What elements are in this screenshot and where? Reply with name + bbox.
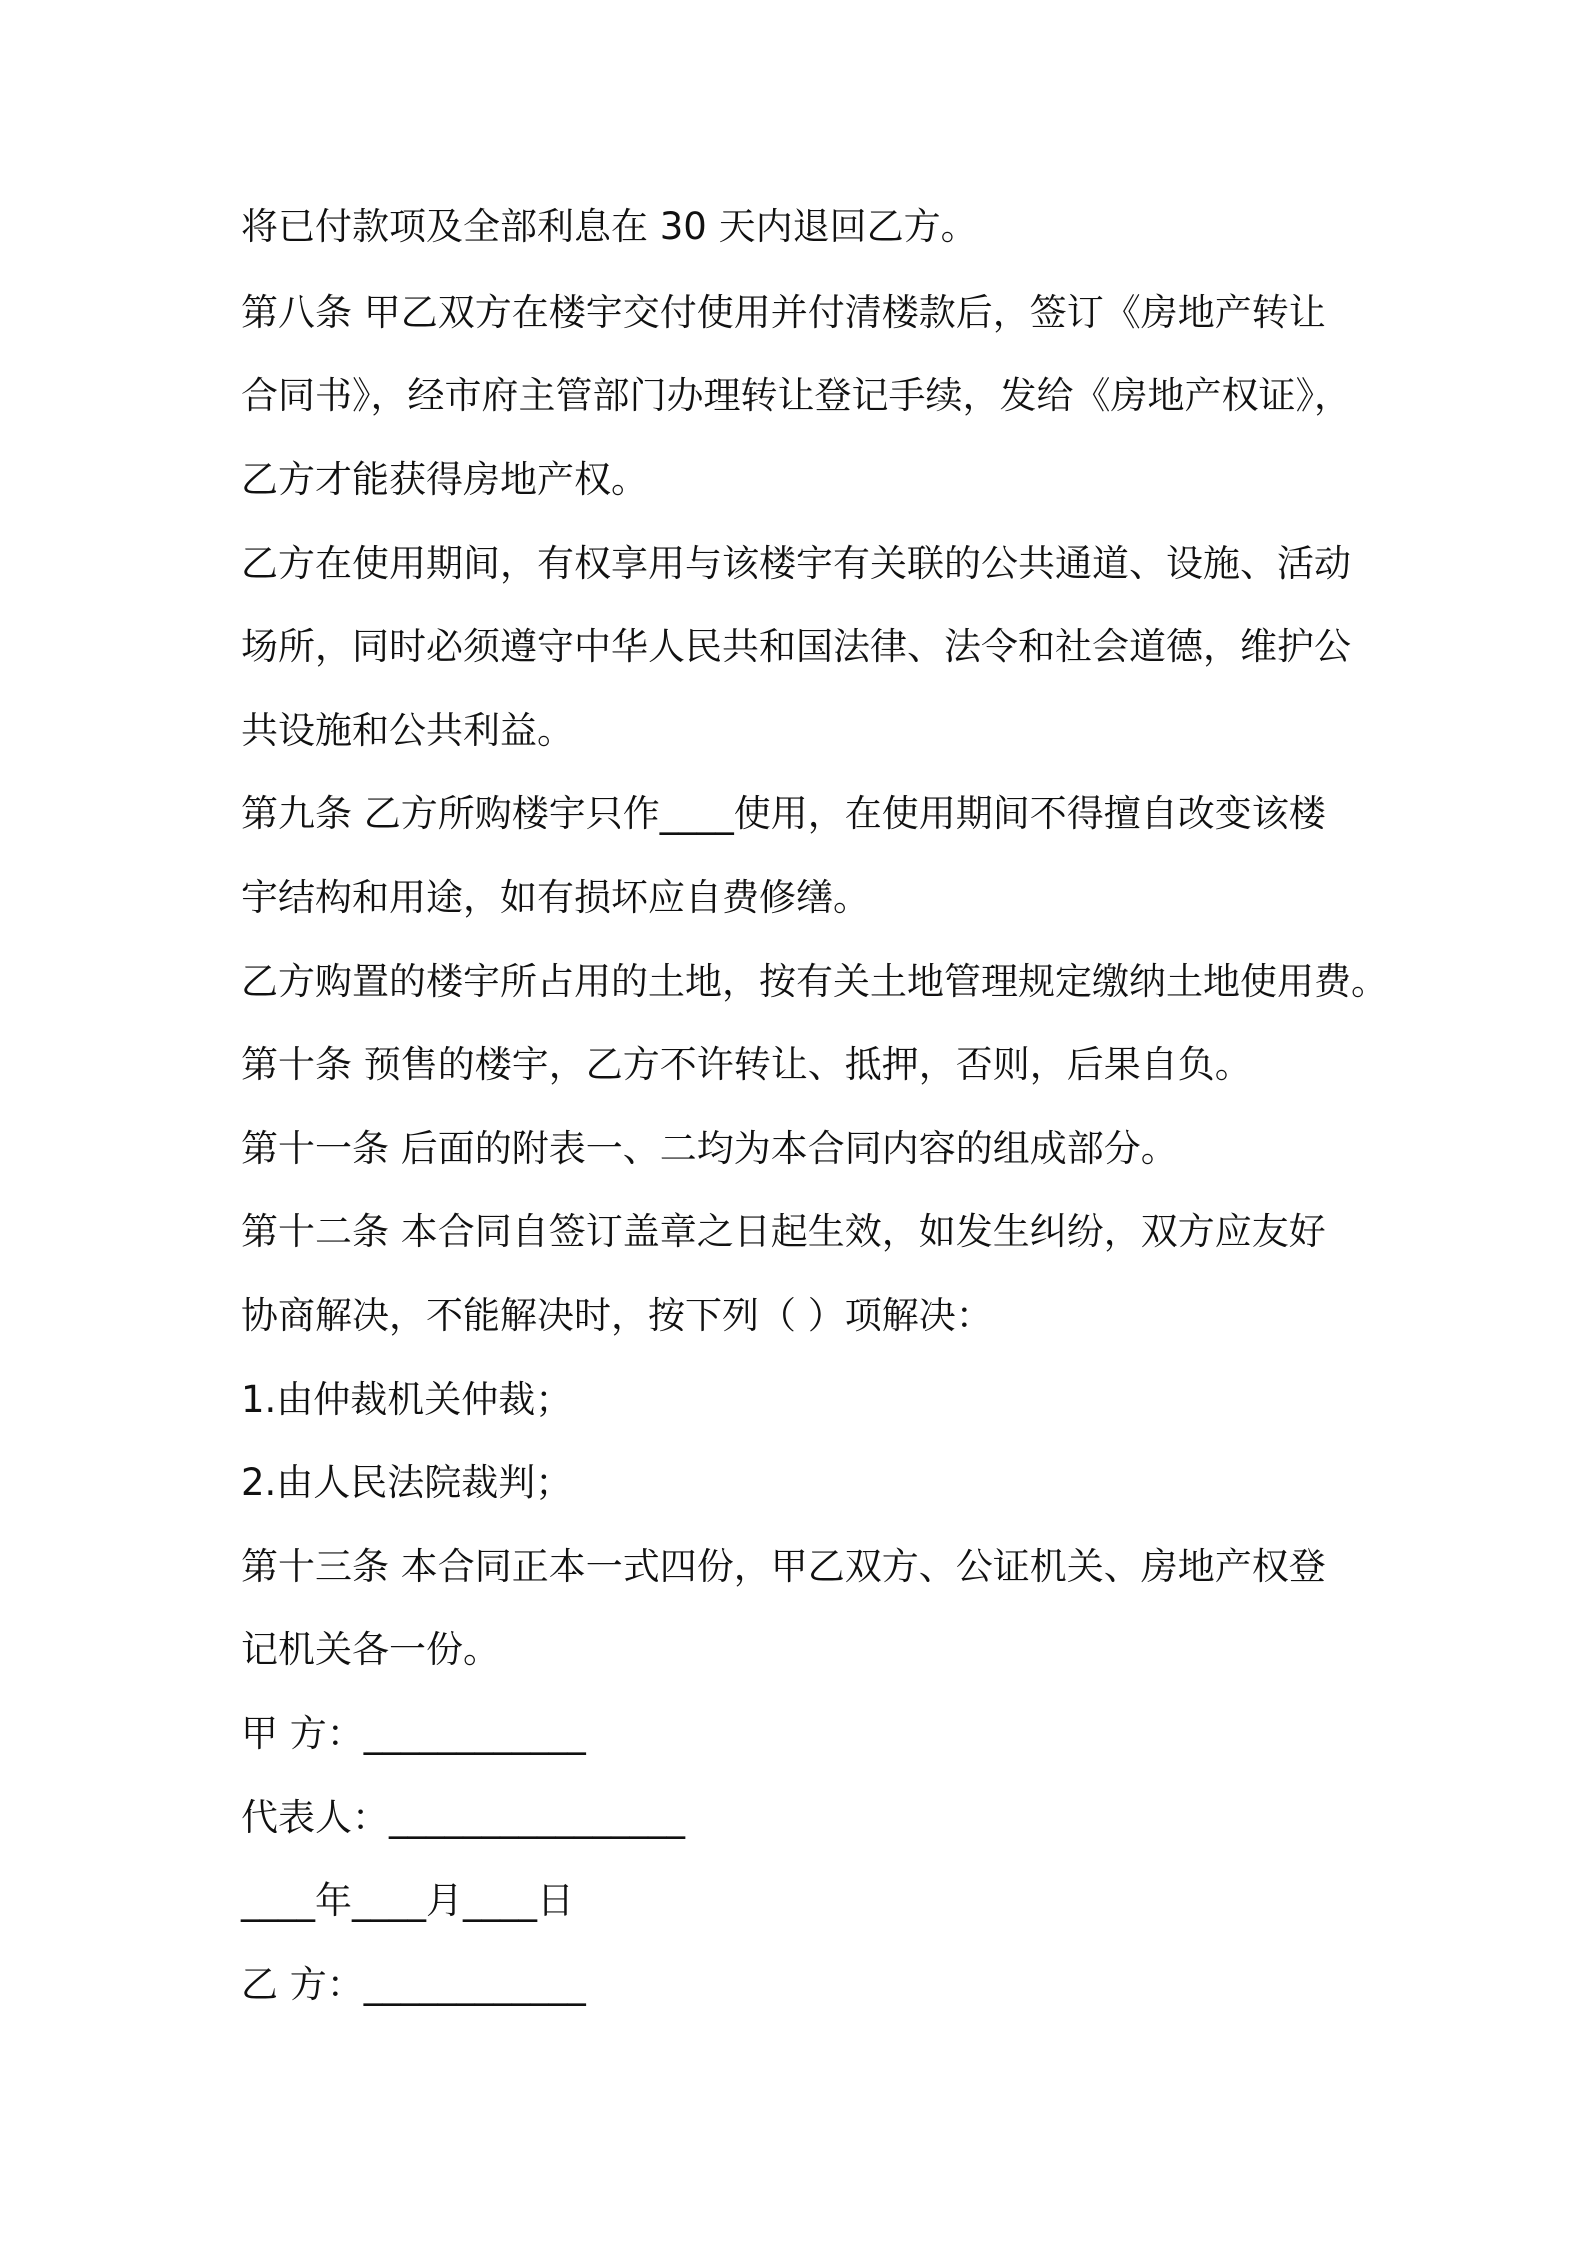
paragraph-line: 乙方才能获得房地产权。 <box>241 458 648 501</box>
list-item: 2.由人民法院裁判； <box>241 1461 573 1504</box>
paragraph-line: 将已付款项及全部利息在 30 天内退回乙方。 <box>241 205 978 248</box>
paragraph-line: 共设施和公共利益。 <box>241 709 574 752</box>
party-a-signature-line: 甲 方：____________ <box>241 1712 586 1755</box>
party-b-signature-line: 乙 方：____________ <box>241 1963 586 2006</box>
article-9-line: 第九条 乙方所购楼宇只作____使用，在使用期间不得擅自改变该楼 <box>241 792 1326 835</box>
representative-signature-line: 代表人：________________ <box>241 1796 685 1839</box>
date-line: ____年____月____日 <box>241 1879 574 1922</box>
paragraph-line: 乙方在使用期间，有权享用与该楼宇有关联的公共通道、设施、活动 <box>241 542 1351 585</box>
paragraph-line: 记机关各一份。 <box>241 1628 500 1671</box>
list-item: 1.由仲裁机关仲裁； <box>241 1378 573 1421</box>
paragraph-line: 合同书》，经市府主管部门办理转让登记手续，发给《房地产权证》， <box>241 374 1351 417</box>
article-12-line: 第十二条 本合同自签订盖章之日起生效，如发生纠纷，双方应友好 <box>241 1210 1326 1253</box>
paragraph-line: 场所，同时必须遵守中华人民共和国法律、法令和社会道德，维护公 <box>241 625 1351 668</box>
article-13-line: 第十三条 本合同正本一式四份，甲乙双方、公证机关、房地产权登 <box>241 1545 1326 1588</box>
paragraph-line: 宇结构和用途，如有损坏应自费修缮。 <box>241 876 870 919</box>
article-11-line: 第十一条 后面的附表一、二均为本合同内容的组成部分。 <box>241 1127 1178 1170</box>
paragraph-line: 协商解决，不能解决时，按下列（ ）项解决： <box>241 1294 993 1337</box>
article-10-line: 第十条 预售的楼宇，乙方不许转让、抵押，否则，后果自负。 <box>241 1043 1252 1086</box>
article-8-line: 第八条 甲乙双方在楼宇交付使用并付清楼款后，签订《房地产转让 <box>241 291 1326 334</box>
paragraph-line: 乙方购置的楼宇所占用的土地，按有关土地管理规定缴纳土地使用费。 <box>241 960 1388 1003</box>
